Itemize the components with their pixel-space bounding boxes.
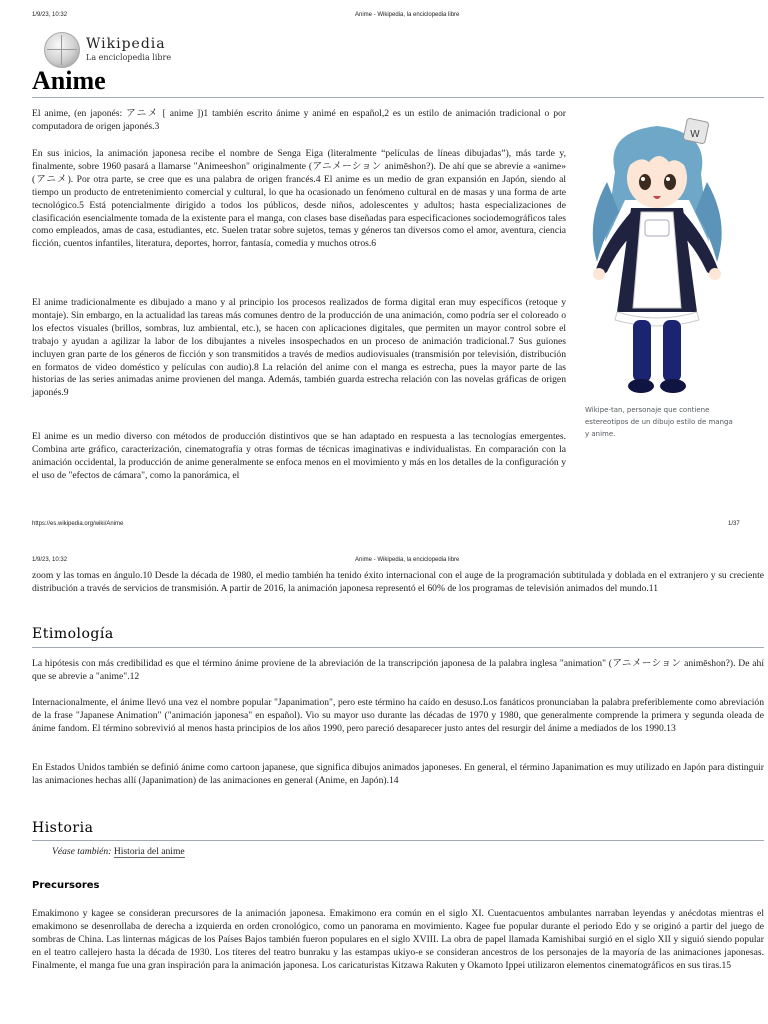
page-header-datetime: 1/9/23, 10:32 (32, 12, 68, 18)
intro-paragraph-2: En sus inicios, la animación japonesa recibe el nombre de Senga Eiga (literalmente “películas de líneas dibujadas”), más tarde y, finalmente, sobre 1960 pasará a llamarse "Animeeshon" originalmente (アニメーション animēshon?). De ahí que se abrevie a «anime» (アニメ). Por otra parte, se cree que es una palabra de origen francés.4 El anime es un medio de gran expansión en Japón, siendo al tiempo un producto de entretenimiento comercial y cultural, lo que ha ocasionado un fenómeno cultural en de masas y una forma de arte tecnológico.5 Está potencialmente dirigido a todos los públicos, desde niños, adolescentes y adultos; hasta especializaciones de clasificación esencialmente tomada de la existente para el manga, con clases base diseñadas para especificaciones sociodemográficos tales como empleados, amas de casa, estudiantes, etc. Suelen tratar sobre sujetos, temas y géneros tan diversos como el amor, aventura, ciencia ficción, cuentos infantiles, literatura, deportes, horror, fantasía, comedia y muchos otros.6 (32, 148, 566, 250)
etimologia-paragraph-3: En Estados Unidos también se definió ánime como cartoon japanese, que significa dibujos animados japoneses. En general, el término Japanimation es muy utilizado en Japón para distinguir las animaciones hechas allí (Japanimation) de las animaciones en general (Anime, en Japón).14 (32, 762, 764, 786)
page-header-datetime: 1/9/23, 10:32 (32, 557, 68, 563)
etimologia-paragraph-2: Internacionalmente, el ánime llevó una vez el nombre popular "Japanimation", pero este término ha caído en desuso.Los fanáticos pronunciaban la palabra preferiblemente como abreviación de la frase "Japanese Animation" ("animación japonesa" en español). Vio su mayor uso durante las décadas de 1970 y 1980, que generalmente comprende la primera y segunda oleada de ánime fandom. El término sobrevivió al menos hasta principios de los años 1990, pero pareció desaparecer justo antes del resurgir del ánime a mediados de los 1990.13 (32, 697, 764, 734)
page-header-title: Anime - Wikipedia, la enciclopedia libre (355, 557, 460, 563)
pdf-page-2 (0, 552, 768, 1024)
hatnote-prefix: Véase también: (52, 846, 112, 857)
page-gap (0, 530, 768, 552)
section-heading-historia: Historia (32, 820, 94, 836)
intro-paragraph-3: El anime tradicionalmente es dibujado a mano y al principio los procesos realizados de forma digital eran muy específicos (retoque y montaje). Sin embargo, en la actualidad las tareas más comunes dentro de la producción de una animación, como podría ser el coloreado o los efectos visuales (brillos, sombras, luz ambiental, etc.), se hacen con aplicaciones digitales, que permiten un mayor control sobre el trabajo y ayudan a agilizar la labor de los dibujantes a niveles insospechados en un proceso de animación tradicional.7 Sus guiones incluyen gran parte de los géneros de ficción y son transmitidos a través de medios audiovisuales (transmisión por televisión, distribución en formatos de video doméstico y películas con audio).8 La relación del anime con el manga es estrecha, pues la mayor parte de las historias de las series animadas anime provienen del manga. Además, también guarda estrecha relación con las novelas gráficas de origen japonés.9 (32, 297, 566, 399)
wikipedia-globe-icon (44, 32, 80, 68)
svg-text:W: W (690, 129, 700, 140)
page-header-title: Anime - Wikipedia, la enciclopedia libre (355, 12, 460, 18)
hatnote (52, 846, 185, 857)
intro-paragraph-4-continued: zoom y las tomas en ángulo.10 Desde la década de 1980, el medio también ha tenido éxito internacional con el auge de la programación subtitulada y doblada en el extranjero y su creciente distribución a través de servicios de transmisión. A partir de 2016, la animación japonesa representó el 60% de los programas de televisión animados del mundo.11 (32, 570, 764, 594)
wikipe-tan-image[interactable] (585, 112, 730, 402)
article-title: Anime (32, 66, 106, 95)
page-footer-url[interactable]: https://es.wikipedia.org/wiki/Anime (32, 521, 124, 527)
precursores-paragraph-1: Emakimono y kagee se consideran precursores de la animación japonesa. Emakimono era común en el siglo XI. Cuentacuentos ambulantes narraban leyendas y anécdotas mientras el emakimono se desenrollaba de derecha a izquierda en orden cronológico, como un panorama en movimiento. Kagee fue popular durante el periodo Edo y se originó a partir del juego de sombras de China. Las linternas mágicas de los Países Bajos también fueron populares en el siglo XVIII. La obra de papel llamada Kamishibai surgió en el siglo XII y siguió siendo popular en el teatro callejero hasta la década de 1930. Los títeres del teatro bunraku y las estampas ukiyo-e se consideran ancestros de los personajes de la mayoría de las animaciones japonesas. Finalmente, el manga fue una gran inspiración para la animación japonesa. Los caricaturistas Kitzawa Rakuten y Okamoto Ippei utilizaron elementos cinematográficos en sus tiras.15 (32, 908, 764, 971)
etimologia-paragraph-1: La hipótesis con más credibilidad es que el término ánime proviene de la abreviación de la transcripción japonesa de la palabra inglesa "animation" (アニメーション animēshon?). De ahí que se abrevie a "anime".12 (32, 658, 764, 682)
section-divider (32, 647, 764, 648)
wikipedia-wordmark: Wikipedia (86, 36, 166, 52)
intro-paragraph-4: El anime es un medio diverso con métodos de producción distintivos que se han adaptado en respuesta a las tecnologías emergentes. Combina arte gráfico, caracterización, cinematografía y otras formas de técnicas imaginativas e individualistas. En comparación con la animación occidental, la producción de anime generalmente se enfoca menos en el movimiento y más en los detalles de la configuración y el uso de "efectos de cámara", como la panorámica, el (32, 431, 566, 481)
wikipedia-logo[interactable] (44, 32, 184, 66)
subsection-heading-precursores: Precursores (32, 880, 100, 891)
intro-paragraph-1: El anime, (en japonés: アニメ [ anime ])1 también escrito ánime y animé en español,2 es un estilo de animación tradicional o por computadora de origen japonés.3 (32, 108, 566, 132)
wikipedia-tagline: La enciclopedia libre (86, 53, 172, 62)
section-divider (32, 840, 764, 841)
page-footer-number: 1/37 (728, 521, 740, 527)
section-heading-etimologia: Etimología (32, 626, 114, 642)
hatnote-link[interactable]: Historia del anime (113, 846, 185, 857)
title-divider (32, 97, 764, 98)
image-caption: Wikipe-tan, personaje que contiene estereotipos de un dibujo estilo de manga y anime. (585, 406, 733, 438)
